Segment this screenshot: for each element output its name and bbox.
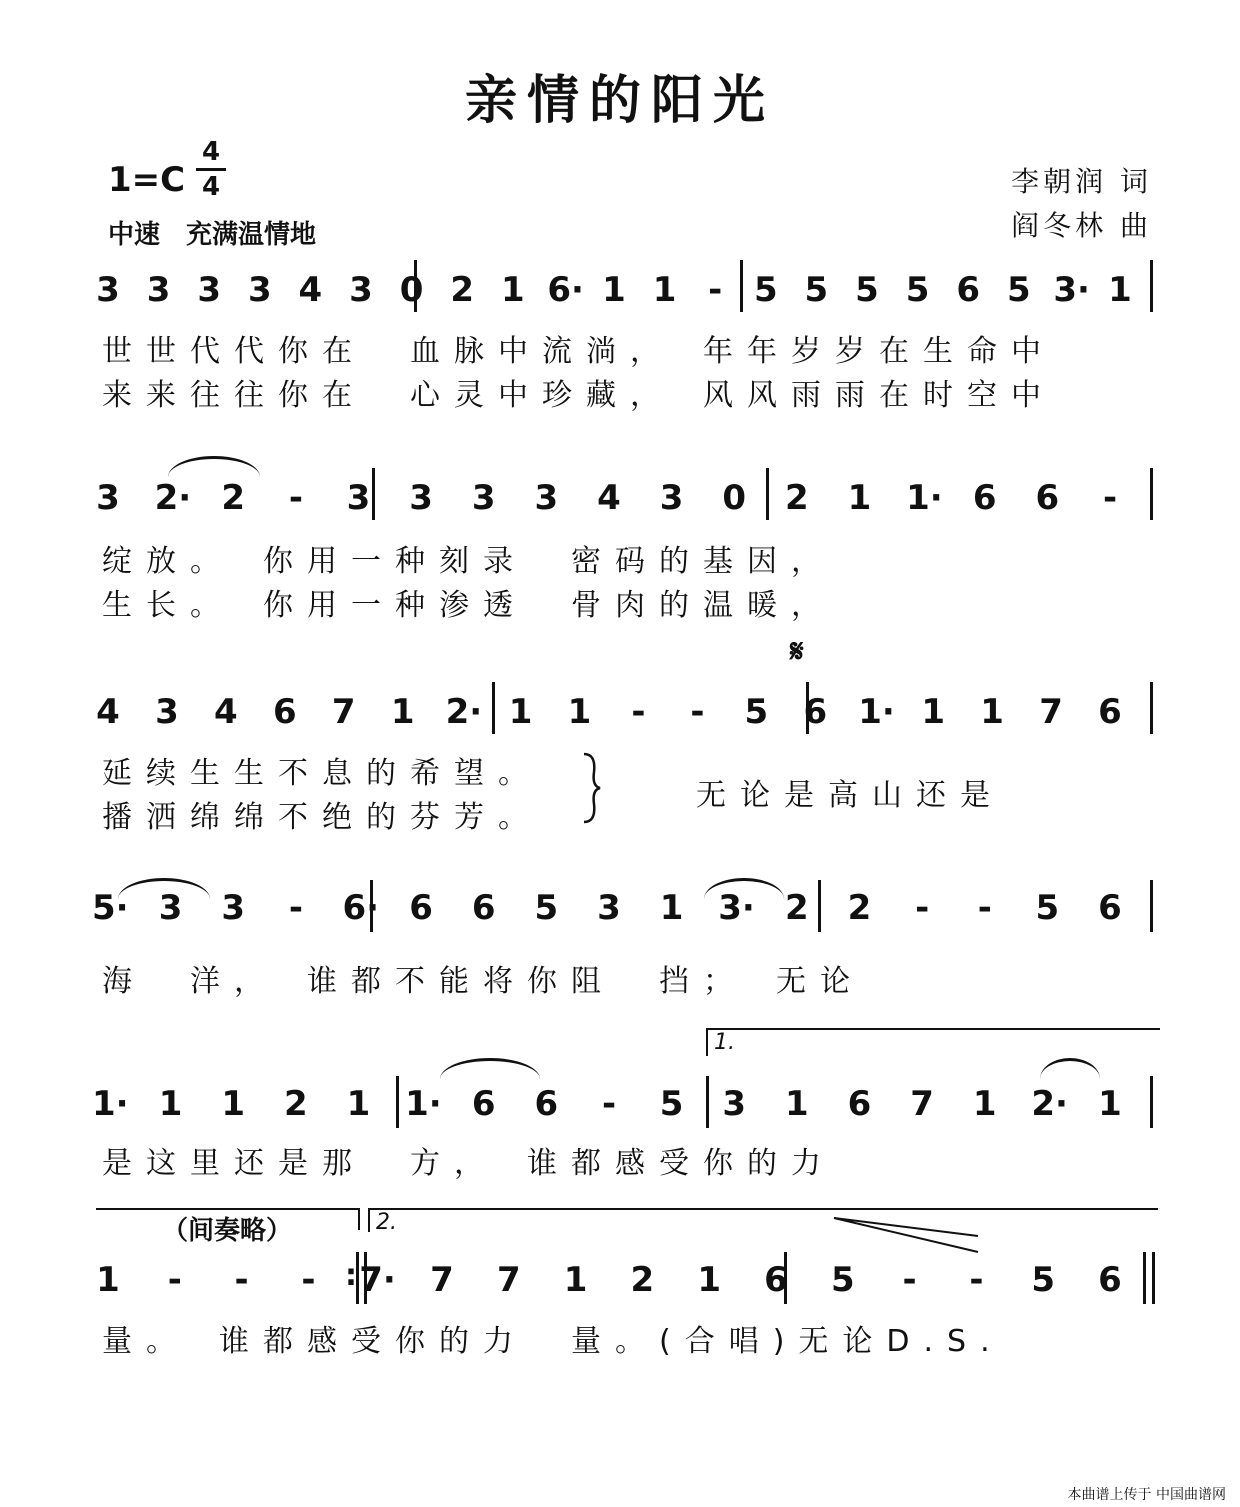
note: 7	[1039, 692, 1063, 732]
note: 5	[744, 692, 769, 732]
note: 4	[214, 692, 238, 732]
note: 6·	[342, 888, 380, 928]
note: 7·	[359, 1260, 396, 1300]
note: 3	[96, 270, 120, 310]
note: 0	[722, 478, 747, 518]
note: 1·	[92, 1084, 129, 1124]
note: 1	[1098, 1084, 1122, 1124]
note: 2	[785, 478, 809, 518]
note: 1·	[405, 1084, 442, 1124]
note: 3	[349, 270, 373, 310]
note: 1	[697, 1260, 722, 1300]
note: 1	[652, 270, 677, 310]
note: 1	[980, 692, 1004, 732]
note: 1	[508, 692, 533, 732]
lyricist-credit: 李朝润 词	[1011, 165, 1152, 198]
note: 2	[450, 270, 475, 310]
note: 1	[563, 1260, 588, 1300]
decrescendo-icon	[832, 1216, 982, 1256]
note: 3	[146, 270, 171, 310]
note: 1	[96, 1260, 120, 1300]
note: 6	[1098, 888, 1122, 928]
note: 2	[847, 888, 872, 928]
note: 1·	[906, 478, 943, 518]
note: 2	[630, 1260, 655, 1300]
composer-credit: 阎冬林 曲	[1011, 209, 1152, 242]
note: 1	[847, 478, 872, 518]
note: 5	[753, 270, 778, 310]
note: -	[915, 888, 930, 928]
note: 6	[1098, 1260, 1122, 1300]
note: -	[631, 692, 646, 732]
note: 3	[722, 1084, 747, 1124]
note: 6	[534, 1084, 559, 1124]
note: 6·	[547, 270, 584, 310]
note: 3	[409, 478, 433, 518]
note: -	[1102, 478, 1118, 518]
note: 5	[905, 270, 930, 310]
note: 5	[534, 888, 559, 928]
note: 6	[764, 1260, 788, 1300]
note: 1	[602, 270, 626, 310]
note: 5	[830, 1260, 855, 1300]
note: -	[234, 1260, 249, 1300]
note: 6	[471, 888, 496, 928]
segno-icon: 𝄋	[790, 632, 804, 670]
note: 7	[910, 1084, 934, 1124]
note: 5	[855, 270, 879, 310]
note: 5	[1035, 888, 1060, 928]
note: 3	[659, 478, 684, 518]
lyrics-line-3b: 播洒绵绵不绝的芬芳。	[102, 800, 542, 835]
note: 3	[158, 888, 183, 928]
note: 7	[496, 1260, 521, 1300]
interlude-note: （间奏略）	[162, 1216, 293, 1246]
note: -	[601, 1084, 617, 1124]
note: 2	[785, 888, 809, 928]
note: -	[708, 270, 723, 310]
note: 1·	[858, 692, 895, 732]
lyrics-line-4: 海 洋， 谁都不能将你阻 挡； 无论	[102, 964, 864, 999]
note: 2	[221, 478, 246, 518]
lyrics-line-2b: 生长。 你用一种渗透 骨肉的温暖，	[102, 588, 835, 623]
note: 5	[659, 1084, 684, 1124]
note: 7	[430, 1260, 454, 1300]
note: 2·	[445, 692, 483, 732]
note: 5	[1006, 270, 1031, 310]
note: 3	[346, 478, 371, 518]
footer-credit: 本曲谱上传于 中国曲谱网	[1067, 1487, 1226, 1503]
time-sig-bottom: 4	[201, 172, 221, 202]
note: 6	[1035, 478, 1060, 518]
note: -	[301, 1260, 316, 1300]
note: 7	[331, 692, 356, 732]
note: 1	[1108, 270, 1132, 310]
note: 3·	[718, 888, 755, 928]
key-signature: 1=C	[108, 160, 186, 200]
note: -	[690, 692, 705, 732]
lyrics-line-2a: 绽放。 你用一种刻录 密码的基因，	[102, 544, 835, 579]
note: 4	[597, 478, 621, 518]
note: 4	[96, 692, 120, 732]
note: 2	[284, 1084, 308, 1124]
note: 0	[399, 270, 424, 310]
note: -	[167, 1260, 182, 1300]
note: 1	[346, 1084, 371, 1124]
note: 6	[471, 1084, 496, 1124]
note: -	[288, 478, 303, 518]
note: -	[977, 888, 992, 928]
volta-1: 1.	[714, 1030, 735, 1055]
note: 6	[1098, 692, 1122, 732]
note: 6	[847, 1084, 872, 1124]
note: 3	[197, 270, 222, 310]
note: 5	[1031, 1260, 1056, 1300]
note: 1	[500, 270, 525, 310]
lyrics-line-6: 量。 谁都感受你的力 量。(合唱)无论D.S.	[102, 1324, 1004, 1359]
note: 1	[659, 888, 684, 928]
tempo-marking: 中速 充满温情地	[108, 220, 317, 250]
note: 1	[567, 692, 592, 732]
note: 3	[96, 478, 120, 518]
note: 6	[272, 692, 297, 732]
note: 1	[972, 1084, 997, 1124]
note: 3	[221, 888, 246, 928]
note: 1	[785, 1084, 809, 1124]
time-sig-top: 4	[201, 137, 221, 167]
lyrics-chorus: 无论是高山还是	[696, 778, 1004, 813]
note: 1	[921, 692, 945, 732]
note: -	[969, 1260, 984, 1300]
note: 6	[409, 888, 433, 928]
note: 3	[534, 478, 559, 518]
lyrics-line-3a: 延续生生不息的希望。	[102, 756, 542, 791]
note: 5·	[92, 888, 129, 928]
volta-2: 2.	[376, 1210, 397, 1235]
note: 1	[221, 1084, 246, 1124]
note: -	[902, 1260, 917, 1300]
note: -	[288, 888, 303, 928]
note: 3·	[1053, 270, 1090, 310]
lyrics-line-1b: 来来往往你在 心灵中珍藏， 风风雨雨在时空中	[102, 378, 1055, 413]
lyrics-line-5: 是这里还是那 方， 谁都感受你的力	[102, 1146, 835, 1181]
note: 2·	[154, 478, 192, 518]
note: 6	[956, 270, 981, 310]
note: 4	[298, 270, 323, 310]
note: 2·	[1031, 1084, 1068, 1124]
repeat-dots-icon: :	[345, 1258, 357, 1293]
note: 3	[597, 888, 621, 928]
note: 1	[390, 692, 415, 732]
note: 6	[803, 692, 828, 732]
lyrics-line-1a: 世世代代你在 血脉中流淌， 年年岁岁在生命中	[102, 334, 1055, 369]
note: 5	[804, 270, 829, 310]
note: 6	[972, 478, 997, 518]
note: 3	[247, 270, 272, 310]
time-signature	[196, 138, 226, 201]
page-title: 亲情的阳光	[464, 71, 775, 131]
note: 1	[158, 1084, 183, 1124]
note: 3	[155, 692, 179, 732]
brace-icon	[580, 752, 602, 824]
note: 3	[471, 478, 496, 518]
